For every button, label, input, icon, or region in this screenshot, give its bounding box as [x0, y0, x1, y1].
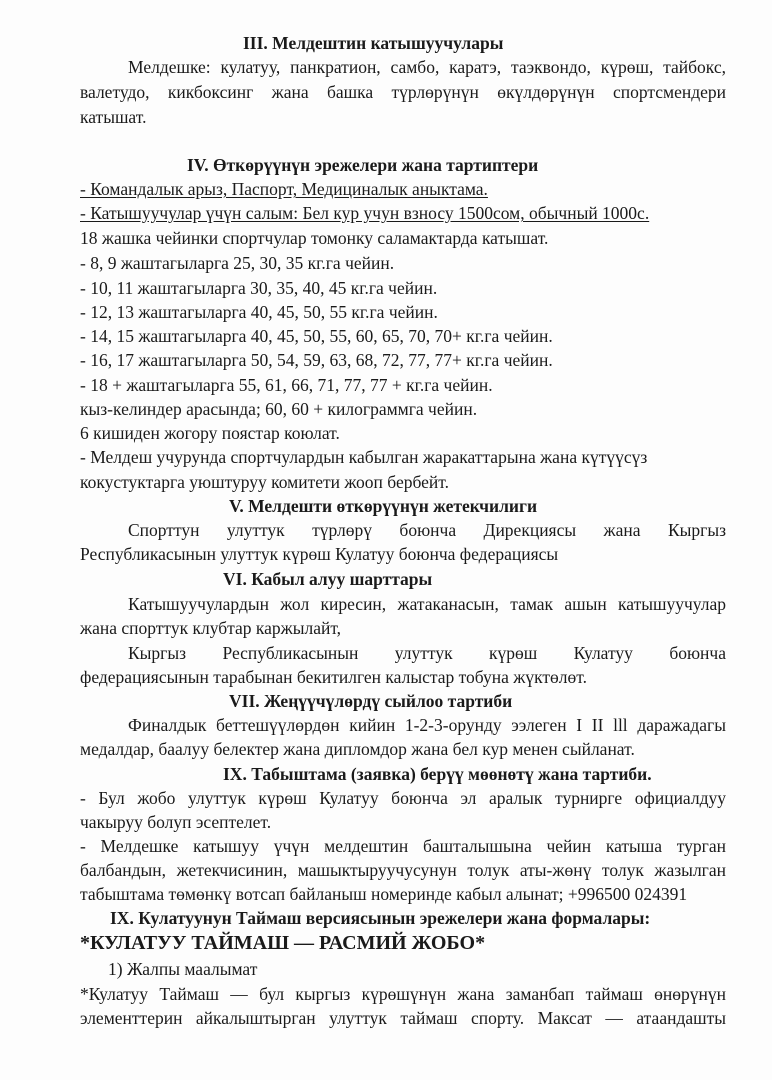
section-9-paragraph-line-2: чакыруу болуп эсептелет.: [80, 812, 272, 832]
section-3-paragraph-line-1: Мелдешке: кулатуу, панкратион, самбо, каратэ, таэквондо, күрөш, тайбокс,: [128, 57, 726, 77]
section-4-line-6: - 16, 17 жаштагыларга 50, 54, 59, 63, 68, 72, 77, 77+ кг.га чейин.: [80, 350, 553, 370]
section-9-paragraph-line-4: балбандын, жетекчисинин, машыктыруучусунун толук аты-жөнү толук жазылган: [80, 860, 726, 880]
section-6-heading: VI. Кабыл алуу шарттары: [223, 569, 433, 589]
section-4-line-7: - 18 + жаштагыларга 55, 61, 66, 71, 77, 77 + кг.га чейин.: [80, 375, 493, 395]
section-4-line-9: 6 кишиден жогору поястар коюлат.: [80, 423, 340, 443]
section-7-paragraph-line-1: Финалдык беттешүүлөрдөн кийин 1-2-3-орунду ээлеген I II lll даражадагы: [128, 715, 726, 735]
section-9-paragraph-line-5: табыштама төмөнкү вотсап байланыш номеринде кабыл алынат; +996500 024391: [80, 884, 688, 904]
general-info-item: 1) Жалпы маалымат: [108, 959, 258, 979]
section-7-heading: VII. Жеңүүчүлөрдү сыйлоо тартиби: [229, 691, 513, 711]
section-3-paragraph-line-2: валетудо, кикбоксинг жана башка түрлөрүнүн өкүлдөрүнүн спортсмендери: [80, 82, 726, 102]
section-9b-heading: IX. Кулатуунун Таймаш версиясынын эрежелери жана формалары:: [110, 908, 651, 928]
section-4-line-3: - 10, 11 жаштагыларга 30, 35, 40, 45 кг.га чейин.: [80, 278, 438, 298]
section-9b-paragraph-line-2: элементтерин айкалыштырган улуттук таймаш спорту. Максат — атаандашты: [80, 1008, 726, 1028]
section-4-heading: IV. Өткөрүүнүн эрежелери жана тартиптери: [187, 155, 539, 175]
section-5-heading: V. Мелдешти өткөрүүнүн жетекчилиги: [229, 496, 538, 516]
section-9-paragraph-line-3: - Мелдешке катышуу үчүн мелдештин башталышына чейин катыша турган: [80, 836, 726, 856]
section-4-documents-line: - Командалык арыз, Паспорт, Медициналык аныктама.: [80, 179, 488, 199]
section-4-fee-line: - Катышуучулар үчүн салым: Бел кур учун взносу 1500сом, обычный 1000с.: [80, 203, 650, 223]
section-4-line-4: - 12, 13 жаштагыларга 40, 45, 50, 55 кг.га чейин.: [80, 302, 438, 322]
section-7-paragraph-line-2: медалдар, баалуу белектер жана дипломдор жана бел кур менен сыйланат.: [80, 739, 635, 759]
section-5-paragraph-line-1: Спорттун улуттук түрлөрү боюнча Дирекциясы жана Кыргыз: [128, 520, 726, 540]
section-9b-paragraph-line-1: *Кулатуу Таймаш — бул кыргыз күрөшүнүн жана заманбап таймаш өнөрүнүн: [80, 984, 726, 1004]
section-3-paragraph-line-3: катышат.: [80, 107, 147, 127]
section-9-heading: IX. Табыштама (заявка) берүү мөөнөтү жана тартиби.: [223, 764, 652, 784]
section-4-line-8: кыз-келиндер арасында; 60, 60 + килограммга чейин.: [80, 399, 478, 419]
section-4-line-1: 18 жашка чейинки спортчулар томонку саламактарда катышат.: [80, 228, 549, 248]
section-6-paragraph-line-2: жана спорттук клубтар каржылайт,: [80, 618, 342, 638]
section-6-paragraph-line-4: федерациясынын тарабынан бекитилген калыстар тобуна жүктөлөт.: [80, 667, 587, 687]
section-6-paragraph-line-1: Катышуучулардын жол киресин, жатаканасын, тамак ашын катышуучулар: [128, 594, 726, 614]
section-5-paragraph-line-2: Республикасынын улуттук күрөш Кулатуу боюнча федерациясы: [80, 544, 559, 564]
section-3-heading: III. Мелдештин катышуучулары: [243, 33, 504, 53]
section-9-paragraph-line-1: - Бул жобо улуттук күрөш Кулатуу боюнча эл аралык турнирге официалдуу: [80, 788, 726, 808]
section-4-line-10: - Мелдеш учурунда спортчулардын кабылган жаракаттарына жана күтүүсүз: [80, 447, 648, 467]
section-4-line-2: - 8, 9 жаштагыларга 25, 30, 35 кг.га чейин.: [80, 253, 395, 273]
section-6-paragraph-line-3: Кыргыз Республикасынын улуттук күрөш Кулатуу боюнча: [128, 643, 726, 663]
official-document-title: *КУЛАТУУ ТАЙМАШ — РАСМИЙ ЖОБО*: [80, 932, 486, 954]
section-4-line-5: - 14, 15 жаштагыларга 40, 45, 50, 55, 60, 65, 70, 70+ кг.га чейин.: [80, 326, 553, 346]
section-4-line-11: кокустуктарга уюштуруу комитети жооп бербейт.: [80, 472, 450, 492]
